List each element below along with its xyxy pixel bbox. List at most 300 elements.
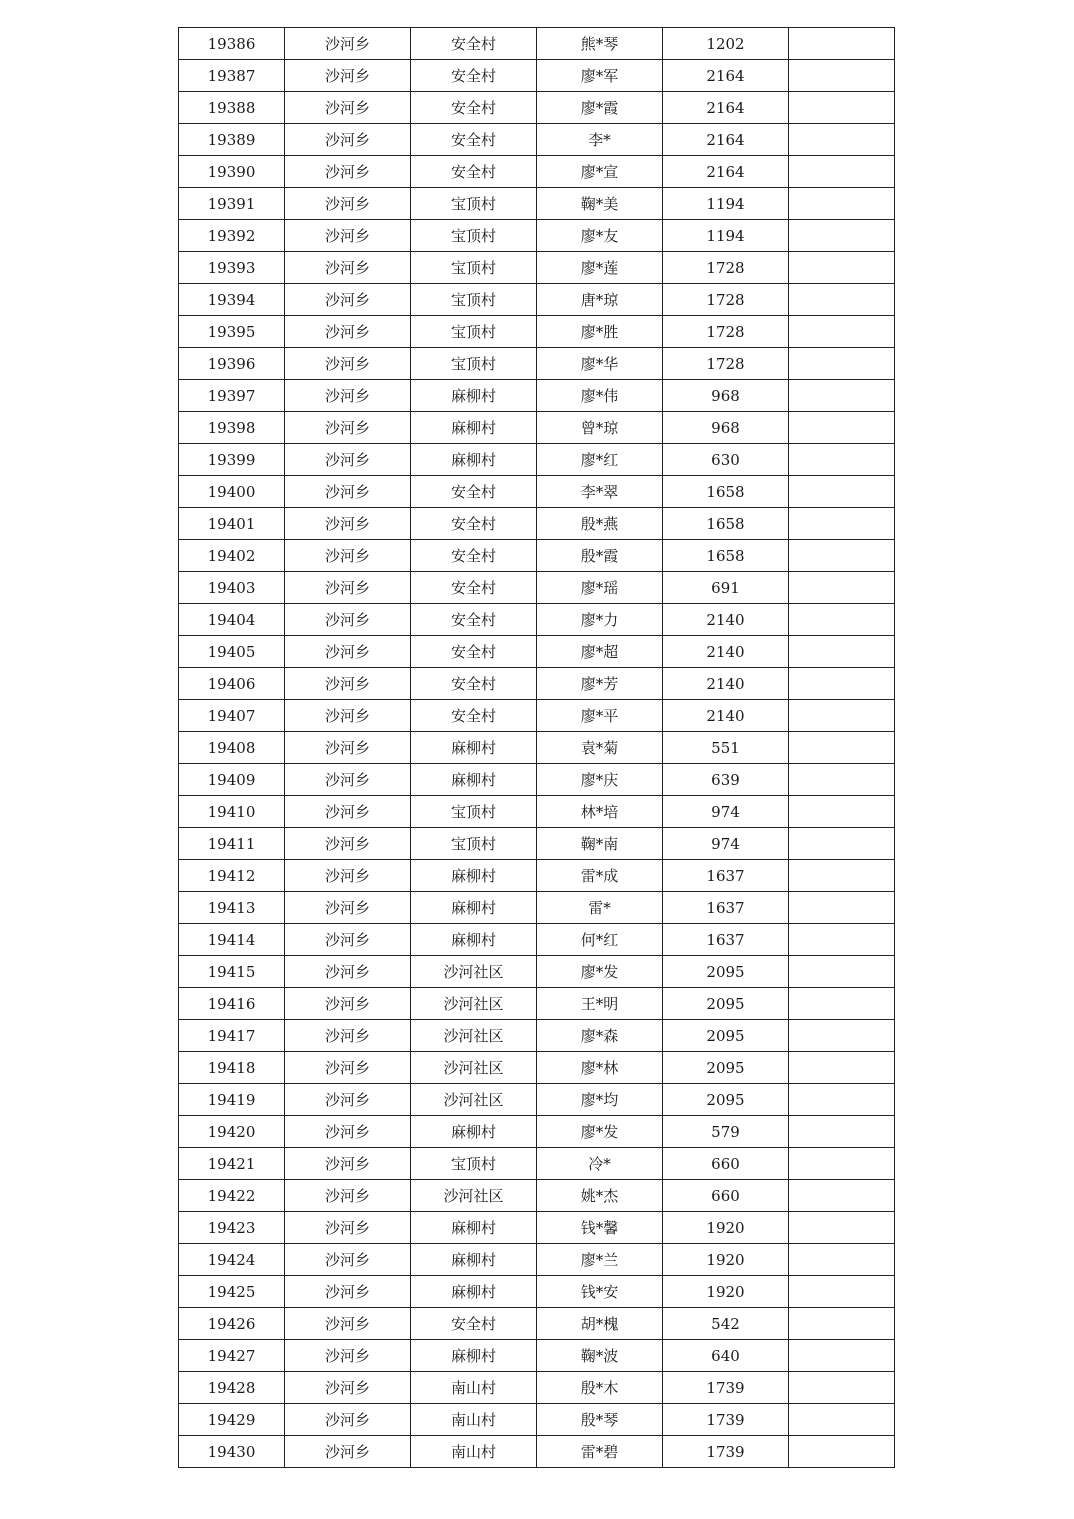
cell-village: 麻柳村 — [411, 1116, 537, 1148]
cell-township: 沙河乡 — [285, 924, 411, 956]
table-row — [179, 220, 895, 252]
cell-note — [789, 92, 895, 124]
cell-village: 沙河社区 — [411, 956, 537, 988]
cell-note — [789, 252, 895, 284]
cell-village: 麻柳村 — [411, 444, 537, 476]
table-row — [179, 1212, 895, 1244]
cell-note — [789, 572, 895, 604]
cell-village: 沙河社区 — [411, 988, 537, 1020]
cell-name: 廖*伟 — [537, 380, 663, 412]
cell-name: 曾*琼 — [537, 412, 663, 444]
cell-township: 沙河乡 — [285, 700, 411, 732]
cell-amount: 2140 — [663, 700, 789, 732]
cell-note — [789, 988, 895, 1020]
cell-amount: 639 — [663, 764, 789, 796]
cell-township: 沙河乡 — [285, 732, 411, 764]
table-row — [179, 60, 895, 92]
cell-name: 熊*琴 — [537, 28, 663, 60]
cell-note — [789, 156, 895, 188]
cell-note — [789, 220, 895, 252]
cell-township: 沙河乡 — [285, 828, 411, 860]
cell-village: 南山村 — [411, 1372, 537, 1404]
cell-name: 林*培 — [537, 796, 663, 828]
cell-name: 姚*杰 — [537, 1180, 663, 1212]
cell-id: 19394 — [179, 284, 285, 316]
cell-id: 19420 — [179, 1116, 285, 1148]
cell-id: 19387 — [179, 60, 285, 92]
cell-village: 宝顶村 — [411, 348, 537, 380]
cell-village: 麻柳村 — [411, 764, 537, 796]
cell-name: 李*翠 — [537, 476, 663, 508]
cell-note — [789, 1180, 895, 1212]
cell-note — [789, 668, 895, 700]
cell-village: 安全村 — [411, 156, 537, 188]
cell-note — [789, 348, 895, 380]
cell-village: 沙河社区 — [411, 1084, 537, 1116]
cell-township: 沙河乡 — [285, 92, 411, 124]
cell-name: 殷*琴 — [537, 1404, 663, 1436]
cell-id: 19389 — [179, 124, 285, 156]
table-row — [179, 156, 895, 188]
cell-note — [789, 412, 895, 444]
cell-id: 19426 — [179, 1308, 285, 1340]
cell-township: 沙河乡 — [285, 1340, 411, 1372]
cell-note — [789, 732, 895, 764]
cell-name: 钱*安 — [537, 1276, 663, 1308]
cell-note — [789, 316, 895, 348]
cell-note — [789, 540, 895, 572]
cell-village: 安全村 — [411, 60, 537, 92]
table-row — [179, 444, 895, 476]
table-row — [179, 1116, 895, 1148]
cell-village: 安全村 — [411, 636, 537, 668]
cell-township: 沙河乡 — [285, 572, 411, 604]
table-row — [179, 28, 895, 60]
cell-note — [789, 1084, 895, 1116]
cell-amount: 2140 — [663, 668, 789, 700]
cell-village: 南山村 — [411, 1436, 537, 1468]
cell-amount: 630 — [663, 444, 789, 476]
cell-id: 19391 — [179, 188, 285, 220]
cell-amount: 1658 — [663, 476, 789, 508]
table-row — [179, 828, 895, 860]
table-row — [179, 1276, 895, 1308]
table-row — [179, 380, 895, 412]
cell-amount: 1920 — [663, 1244, 789, 1276]
cell-id: 19405 — [179, 636, 285, 668]
cell-id: 19400 — [179, 476, 285, 508]
cell-id: 19403 — [179, 572, 285, 604]
cell-village: 安全村 — [411, 1308, 537, 1340]
cell-name: 鞠*波 — [537, 1340, 663, 1372]
table-row — [179, 988, 895, 1020]
cell-note — [789, 188, 895, 220]
cell-village: 麻柳村 — [411, 412, 537, 444]
table-row — [179, 1020, 895, 1052]
cell-amount: 1739 — [663, 1436, 789, 1468]
cell-name: 廖*发 — [537, 1116, 663, 1148]
cell-id: 19402 — [179, 540, 285, 572]
cell-amount: 2140 — [663, 636, 789, 668]
table-row — [179, 764, 895, 796]
cell-id: 19396 — [179, 348, 285, 380]
cell-note — [789, 604, 895, 636]
cell-name: 廖*力 — [537, 604, 663, 636]
cell-amount: 974 — [663, 796, 789, 828]
cell-id: 19398 — [179, 412, 285, 444]
cell-township: 沙河乡 — [285, 476, 411, 508]
cell-name: 廖*红 — [537, 444, 663, 476]
cell-id: 19429 — [179, 1404, 285, 1436]
table-row — [179, 892, 895, 924]
table-row — [179, 1148, 895, 1180]
table-row — [179, 732, 895, 764]
cell-amount: 551 — [663, 732, 789, 764]
cell-township: 沙河乡 — [285, 1308, 411, 1340]
cell-amount: 2164 — [663, 92, 789, 124]
cell-note — [789, 476, 895, 508]
cell-village: 麻柳村 — [411, 892, 537, 924]
table-row — [179, 1244, 895, 1276]
cell-name: 廖*军 — [537, 60, 663, 92]
cell-amount: 1637 — [663, 892, 789, 924]
cell-village: 安全村 — [411, 92, 537, 124]
table-row — [179, 924, 895, 956]
cell-township: 沙河乡 — [285, 380, 411, 412]
cell-name: 廖*胜 — [537, 316, 663, 348]
cell-note — [789, 1404, 895, 1436]
cell-name: 王*明 — [537, 988, 663, 1020]
cell-amount: 968 — [663, 412, 789, 444]
cell-township: 沙河乡 — [285, 156, 411, 188]
cell-id: 19413 — [179, 892, 285, 924]
cell-amount: 2095 — [663, 1020, 789, 1052]
cell-name: 鞠*美 — [537, 188, 663, 220]
cell-amount: 2095 — [663, 1084, 789, 1116]
cell-village: 安全村 — [411, 124, 537, 156]
cell-name: 雷*碧 — [537, 1436, 663, 1468]
cell-name: 廖*超 — [537, 636, 663, 668]
cell-note — [789, 1020, 895, 1052]
table-row — [179, 1180, 895, 1212]
cell-amount: 974 — [663, 828, 789, 860]
cell-name: 廖*森 — [537, 1020, 663, 1052]
cell-village: 宝顶村 — [411, 284, 537, 316]
cell-note — [789, 956, 895, 988]
cell-name: 廖*平 — [537, 700, 663, 732]
cell-township: 沙河乡 — [285, 988, 411, 1020]
cell-name: 廖*庆 — [537, 764, 663, 796]
cell-note — [789, 1308, 895, 1340]
cell-township: 沙河乡 — [285, 1116, 411, 1148]
cell-note — [789, 1212, 895, 1244]
cell-township: 沙河乡 — [285, 28, 411, 60]
cell-township: 沙河乡 — [285, 284, 411, 316]
cell-name: 廖*瑶 — [537, 572, 663, 604]
table-row — [179, 1372, 895, 1404]
table-row — [179, 1340, 895, 1372]
cell-village: 安全村 — [411, 508, 537, 540]
table-body — [179, 28, 895, 1468]
table-row — [179, 956, 895, 988]
table-row — [179, 1404, 895, 1436]
cell-name: 廖*友 — [537, 220, 663, 252]
table-row — [179, 1052, 895, 1084]
cell-township: 沙河乡 — [285, 636, 411, 668]
cell-id: 19388 — [179, 92, 285, 124]
cell-township: 沙河乡 — [285, 444, 411, 476]
cell-village: 沙河社区 — [411, 1020, 537, 1052]
cell-amount: 2164 — [663, 60, 789, 92]
cell-id: 19411 — [179, 828, 285, 860]
table-row — [179, 92, 895, 124]
cell-amount: 660 — [663, 1148, 789, 1180]
cell-amount: 1728 — [663, 348, 789, 380]
cell-id: 19416 — [179, 988, 285, 1020]
cell-township: 沙河乡 — [285, 124, 411, 156]
table-row — [179, 252, 895, 284]
cell-amount: 1637 — [663, 924, 789, 956]
cell-township: 沙河乡 — [285, 668, 411, 700]
cell-id: 19404 — [179, 604, 285, 636]
cell-id: 19410 — [179, 796, 285, 828]
cell-village: 安全村 — [411, 572, 537, 604]
cell-note — [789, 1276, 895, 1308]
cell-note — [789, 924, 895, 956]
cell-id: 19399 — [179, 444, 285, 476]
cell-note — [789, 764, 895, 796]
cell-amount: 660 — [663, 1180, 789, 1212]
cell-amount: 1637 — [663, 860, 789, 892]
cell-id: 19425 — [179, 1276, 285, 1308]
cell-township: 沙河乡 — [285, 860, 411, 892]
table-row — [179, 1436, 895, 1468]
cell-township: 沙河乡 — [285, 1180, 411, 1212]
cell-township: 沙河乡 — [285, 1084, 411, 1116]
cell-name: 雷*成 — [537, 860, 663, 892]
cell-id: 19407 — [179, 700, 285, 732]
cell-village: 安全村 — [411, 700, 537, 732]
cell-village: 宝顶村 — [411, 316, 537, 348]
cell-village: 麻柳村 — [411, 1340, 537, 1372]
cell-village: 宝顶村 — [411, 252, 537, 284]
cell-name: 廖*华 — [537, 348, 663, 380]
cell-village: 安全村 — [411, 668, 537, 700]
cell-id: 19408 — [179, 732, 285, 764]
cell-amount: 2095 — [663, 1052, 789, 1084]
cell-amount: 1658 — [663, 540, 789, 572]
cell-amount: 2164 — [663, 156, 789, 188]
cell-name: 殷*木 — [537, 1372, 663, 1404]
table-row — [179, 1084, 895, 1116]
cell-name: 廖*宣 — [537, 156, 663, 188]
cell-township: 沙河乡 — [285, 60, 411, 92]
cell-note — [789, 1116, 895, 1148]
cell-township: 沙河乡 — [285, 316, 411, 348]
cell-id: 19418 — [179, 1052, 285, 1084]
cell-note — [789, 1148, 895, 1180]
cell-amount: 1920 — [663, 1276, 789, 1308]
cell-id: 19401 — [179, 508, 285, 540]
cell-amount: 968 — [663, 380, 789, 412]
cell-township: 沙河乡 — [285, 796, 411, 828]
cell-name: 胡*槐 — [537, 1308, 663, 1340]
cell-township: 沙河乡 — [285, 540, 411, 572]
table-row — [179, 668, 895, 700]
cell-village: 宝顶村 — [411, 828, 537, 860]
cell-village: 安全村 — [411, 540, 537, 572]
cell-amount: 2095 — [663, 988, 789, 1020]
cell-village: 安全村 — [411, 476, 537, 508]
cell-id: 19409 — [179, 764, 285, 796]
cell-note — [789, 636, 895, 668]
cell-id: 19386 — [179, 28, 285, 60]
cell-village: 沙河社区 — [411, 1052, 537, 1084]
cell-village: 麻柳村 — [411, 732, 537, 764]
cell-amount: 1739 — [663, 1372, 789, 1404]
cell-village: 南山村 — [411, 1404, 537, 1436]
cell-amount: 2164 — [663, 124, 789, 156]
cell-amount: 2140 — [663, 604, 789, 636]
cell-note — [789, 124, 895, 156]
cell-village: 宝顶村 — [411, 188, 537, 220]
table-row — [179, 1308, 895, 1340]
cell-township: 沙河乡 — [285, 220, 411, 252]
cell-id: 19417 — [179, 1020, 285, 1052]
cell-amount: 1658 — [663, 508, 789, 540]
cell-name: 李* — [537, 124, 663, 156]
table-row — [179, 412, 895, 444]
cell-note — [789, 860, 895, 892]
cell-name: 廖*林 — [537, 1052, 663, 1084]
cell-id: 19390 — [179, 156, 285, 188]
table-row — [179, 284, 895, 316]
cell-id: 19421 — [179, 1148, 285, 1180]
cell-id: 19424 — [179, 1244, 285, 1276]
table-row — [179, 796, 895, 828]
table-row — [179, 700, 895, 732]
cell-township: 沙河乡 — [285, 1212, 411, 1244]
cell-village: 麻柳村 — [411, 1244, 537, 1276]
cell-township: 沙河乡 — [285, 1372, 411, 1404]
cell-amount: 1728 — [663, 252, 789, 284]
table-row — [179, 604, 895, 636]
cell-name: 冷* — [537, 1148, 663, 1180]
cell-note — [789, 1244, 895, 1276]
cell-township: 沙河乡 — [285, 1276, 411, 1308]
cell-amount: 1194 — [663, 220, 789, 252]
cell-village: 安全村 — [411, 28, 537, 60]
cell-id: 19397 — [179, 380, 285, 412]
table-row — [179, 508, 895, 540]
cell-village: 宝顶村 — [411, 220, 537, 252]
cell-note — [789, 796, 895, 828]
cell-village: 麻柳村 — [411, 860, 537, 892]
cell-township: 沙河乡 — [285, 412, 411, 444]
cell-name: 雷* — [537, 892, 663, 924]
table-row — [179, 348, 895, 380]
cell-amount: 1728 — [663, 316, 789, 348]
cell-village: 宝顶村 — [411, 796, 537, 828]
cell-amount: 640 — [663, 1340, 789, 1372]
cell-village: 麻柳村 — [411, 1276, 537, 1308]
cell-name: 殷*霞 — [537, 540, 663, 572]
cell-village: 安全村 — [411, 604, 537, 636]
table-row — [179, 188, 895, 220]
cell-township: 沙河乡 — [285, 252, 411, 284]
cell-note — [789, 28, 895, 60]
cell-township: 沙河乡 — [285, 1244, 411, 1276]
cell-note — [789, 1340, 895, 1372]
cell-name: 袁*菊 — [537, 732, 663, 764]
cell-id: 19415 — [179, 956, 285, 988]
cell-amount: 2095 — [663, 956, 789, 988]
cell-note — [789, 60, 895, 92]
cell-township: 沙河乡 — [285, 1020, 411, 1052]
cell-amount: 691 — [663, 572, 789, 604]
cell-township: 沙河乡 — [285, 1148, 411, 1180]
cell-township: 沙河乡 — [285, 892, 411, 924]
cell-name: 廖*兰 — [537, 1244, 663, 1276]
cell-id: 19423 — [179, 1212, 285, 1244]
cell-name: 廖*芳 — [537, 668, 663, 700]
cell-id: 19427 — [179, 1340, 285, 1372]
cell-amount: 1920 — [663, 1212, 789, 1244]
cell-township: 沙河乡 — [285, 604, 411, 636]
cell-id: 19414 — [179, 924, 285, 956]
cell-note — [789, 444, 895, 476]
cell-id: 19430 — [179, 1436, 285, 1468]
cell-id: 19412 — [179, 860, 285, 892]
cell-township: 沙河乡 — [285, 508, 411, 540]
cell-id: 19393 — [179, 252, 285, 284]
cell-name: 廖*均 — [537, 1084, 663, 1116]
cell-name: 鞠*南 — [537, 828, 663, 860]
cell-township: 沙河乡 — [285, 1404, 411, 1436]
table-row — [179, 572, 895, 604]
cell-township: 沙河乡 — [285, 1436, 411, 1468]
table-row — [179, 860, 895, 892]
cell-name: 钱*馨 — [537, 1212, 663, 1244]
cell-township: 沙河乡 — [285, 1052, 411, 1084]
cell-id: 19428 — [179, 1372, 285, 1404]
data-table — [178, 27, 895, 1468]
cell-village: 沙河社区 — [411, 1180, 537, 1212]
cell-township: 沙河乡 — [285, 348, 411, 380]
table-row — [179, 636, 895, 668]
table-row — [179, 316, 895, 348]
cell-village: 麻柳村 — [411, 1212, 537, 1244]
table-row — [179, 476, 895, 508]
cell-village: 麻柳村 — [411, 924, 537, 956]
cell-township: 沙河乡 — [285, 956, 411, 988]
cell-id: 19419 — [179, 1084, 285, 1116]
cell-name: 唐*琼 — [537, 284, 663, 316]
cell-name: 廖*发 — [537, 956, 663, 988]
cell-id: 19395 — [179, 316, 285, 348]
cell-note — [789, 892, 895, 924]
cell-township: 沙河乡 — [285, 188, 411, 220]
cell-note — [789, 1436, 895, 1468]
cell-name: 殷*燕 — [537, 508, 663, 540]
cell-amount: 542 — [663, 1308, 789, 1340]
cell-name: 廖*霞 — [537, 92, 663, 124]
cell-township: 沙河乡 — [285, 764, 411, 796]
cell-name: 何*红 — [537, 924, 663, 956]
cell-note — [789, 508, 895, 540]
cell-note — [789, 1372, 895, 1404]
cell-name: 廖*莲 — [537, 252, 663, 284]
